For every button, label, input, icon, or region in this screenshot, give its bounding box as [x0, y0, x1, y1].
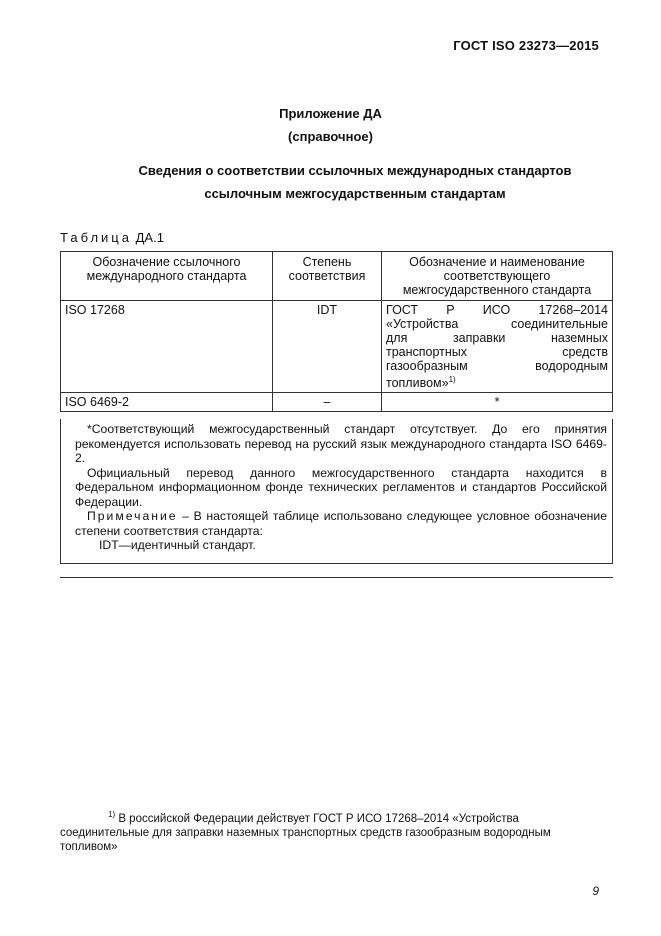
appendix-heading: [125, 159, 585, 205]
heading-line-1: Сведения о соответствии ссылочных международных стандартов: [138, 163, 572, 178]
header-intl-standard: Обозначение ссылочного международного стандарта: [61, 252, 273, 301]
table-row: [61, 301, 613, 393]
appendix-title: Приложение ДА: [279, 106, 382, 121]
national-line: газообразным водородным: [386, 359, 608, 373]
national-line-last-text: топливом»: [386, 376, 449, 391]
footnote-mark: 1): [108, 810, 116, 819]
footnote-ref: 1): [448, 375, 456, 384]
national-line: транспортных средств: [386, 345, 608, 359]
note-text: – В настоящей таблице использовано следующее условное обозначение степени соответствия стандарта:: [75, 509, 607, 538]
asterisk-note: *Соответствующий межгосударственный стандарт отсутствует. До его принятия рекомендуется использовать перевод на русский язык международного стандарта ISO 6469-2.: [75, 422, 607, 465]
cell-national-standard: [382, 301, 613, 393]
national-line: ГОСТ Р ИСО 17268–2014: [386, 303, 608, 317]
national-line: «Устройства соединительные: [386, 317, 608, 331]
footnote-indent: [60, 813, 108, 825]
note-label: Примечание: [87, 509, 178, 523]
footnote-text: В российской Федерации действует ГОСТ Р ИСО 17268–2014 «Устройства соединительные для заправки наземных транспортных средств газообразным водородным топливом»: [60, 812, 551, 853]
cell-intl-standard: ISO 17268: [61, 301, 273, 393]
appendix-subtitle: (справочное): [288, 129, 373, 144]
cell-degree: –: [273, 393, 382, 412]
correspondence-table: [60, 251, 613, 412]
note-paragraph: [75, 509, 607, 538]
header-degree: Степень соответствия: [273, 252, 382, 301]
table-caption: [60, 230, 164, 245]
header-national-standard: Обозначение и наименование соответствующего межгосударственного стандарта: [382, 252, 613, 301]
national-line-last: [386, 373, 608, 390]
table-bottom-rule: [60, 577, 613, 578]
official-translation-note: Официальный перевод данного межгосударственного стандарта находится в Федеральном информационном фонде технических регламентов и стандартов Российской Федерации.: [75, 465, 607, 509]
table-notes: [75, 422, 607, 553]
national-line: для заправки наземных: [386, 331, 608, 345]
table-row: [61, 393, 613, 412]
cell-degree: IDT: [273, 301, 382, 393]
page-number: 9: [592, 884, 599, 898]
table-caption-word: Таблица: [60, 230, 132, 245]
page-footnote: [60, 808, 605, 854]
table-header-row: [61, 252, 613, 301]
idt-definition: IDT—идентичный стандарт.: [99, 538, 256, 552]
standard-number-header: ГОСТ ISO 23273—2015: [453, 38, 599, 53]
heading-line-2: ссылочным межгосударственным стандартам: [204, 186, 506, 201]
table-caption-number: ДА.1: [135, 230, 164, 245]
cell-national-standard: *: [382, 393, 613, 412]
cell-intl-standard: ISO 6469-2: [61, 393, 273, 412]
